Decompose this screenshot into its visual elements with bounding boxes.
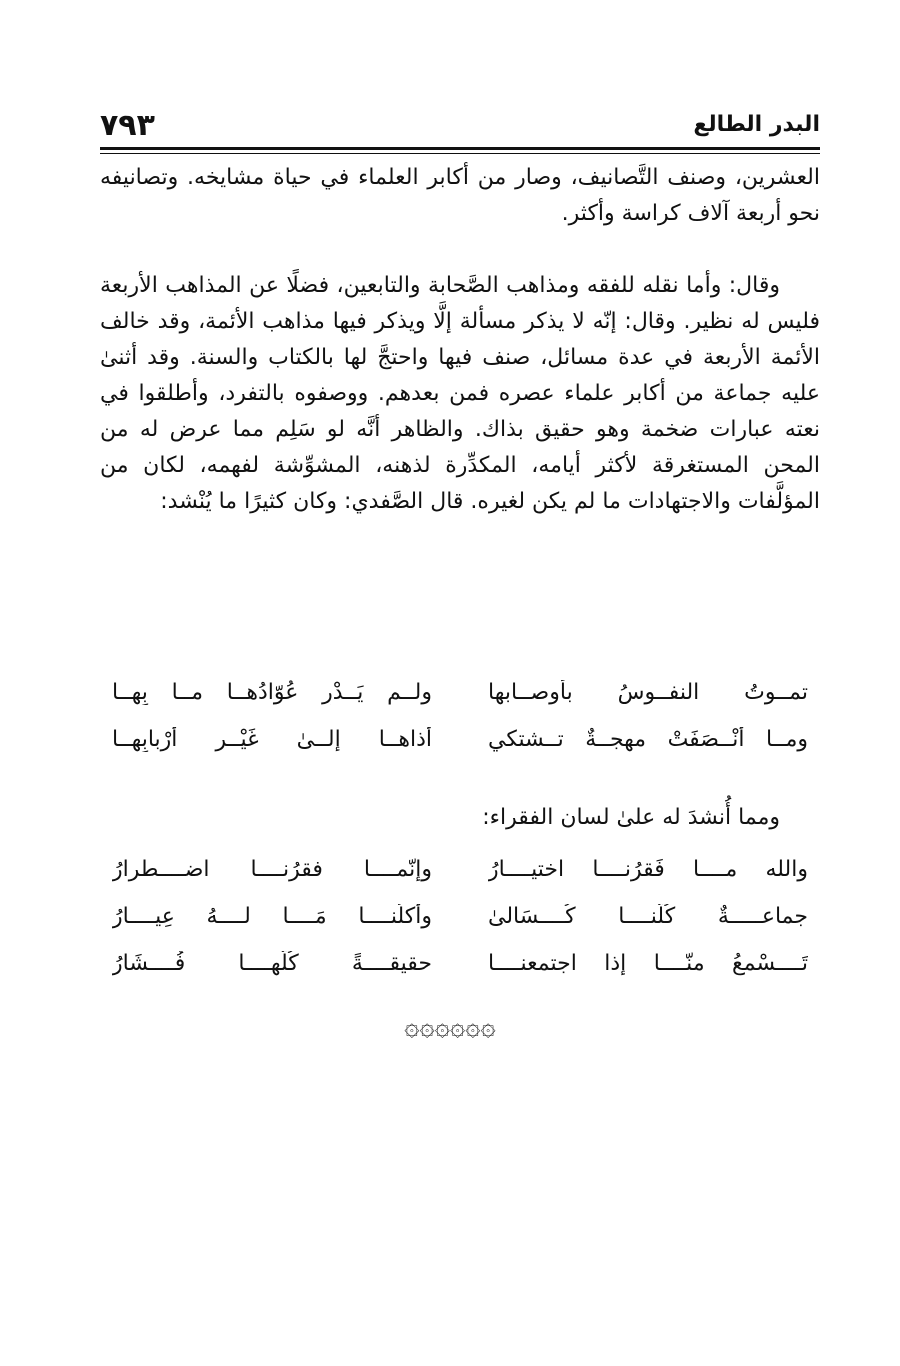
- paragraph: وقال: وأما نقله للفقه ومذاهب الصَّحابة والتابعين، فضلًا عن المذاهب الأربعة فليس له نظير. وقال: إنّه لا يذكر مسألة إلَّا ويذكر فيها مذاهب الأئمة، وقد خالف الأئمة الأربعة في عدة مسائل، صنف فيها واحتجَّ لها بالكتاب والسنة. وقد أثنىٰ عليه جماعة من أكابر علماء عصره فمن بعدهم. ووصفوه بالتفرد، وأطلقوا في نعته عبارات ضخمة وهو حقيق بذاك. والظاهر أنَّه لو سَلِم مما عرض له من المحن المستغرقة لأكثر أيامه، المكدِّرة لذهنه، المشوِّشة لفهمه، لكان من المؤلَّفات والاجتهادات ما لم يكن لغيره. قال الصَّفدي: وكان كثيرًا ما يُنْشد:: [100, 273, 820, 514]
- verse-first-hemistich: والله مــــا فَقرُنــــا اختيــــارُ: [488, 857, 808, 882]
- poem-fuqara: [100, 857, 820, 998]
- verse-first-hemistich: جماعـــــةٌ كُلُّنــــا كُــــسَالىٰ: [488, 904, 808, 929]
- verse-second-hemistich: أذاهــا إلــىٰ غَيْــر أرْبابِهــا: [112, 727, 432, 752]
- verse-second-hemistich: وإنّمــــا فقرُنــــا اضــــطرارُ: [112, 857, 432, 882]
- verse-first-hemistich: ومــا أنْــصَفَتْ مهجــةٌ تــشتكي: [488, 727, 808, 752]
- verse-first-hemistich: تَــــسْمعُ منّــــا إذا اجتمعنــــا: [488, 951, 808, 976]
- end-ornament: ۞۞۞۞۞۞: [404, 1012, 496, 1042]
- verse-line: [100, 680, 820, 727]
- page-header: [100, 108, 820, 148]
- verse-line: [100, 904, 820, 951]
- poem-safadi: [100, 680, 820, 774]
- header-rule-thick: [100, 147, 820, 150]
- verse-second-hemistich: حقيقــــةً كُلّهــــا فُــــشَارُ: [112, 951, 432, 976]
- page-number: ٧٩٣: [100, 108, 155, 143]
- paragraph: العشرين، وصنف التَّصانيف، وصار من أكابر العلماء في حياة مشايخه. وتصانيفه نحو أربعة آلاف كراسة وأكثر.: [100, 165, 820, 226]
- verse-first-hemistich: تمــوتُ النفــوسُ بأوصــابها: [488, 680, 808, 705]
- poem-intro: ومما أُنشدَ له علىٰ لسان الفقراء:: [482, 805, 780, 830]
- verse-line: [100, 857, 820, 904]
- verse-second-hemistich: ولــم يَــدْرِ عُوّادُهــا مــا بِهــا: [112, 680, 432, 705]
- body-text: [100, 160, 820, 520]
- header-rule-thin: [100, 153, 820, 154]
- running-title: البدر الطالع: [693, 112, 820, 137]
- verse-second-hemistich: وأكلُنــــا مَــــا لــــهُ عِيــــارُ: [112, 904, 432, 929]
- verse-line: [100, 951, 820, 998]
- verse-line: [100, 727, 820, 774]
